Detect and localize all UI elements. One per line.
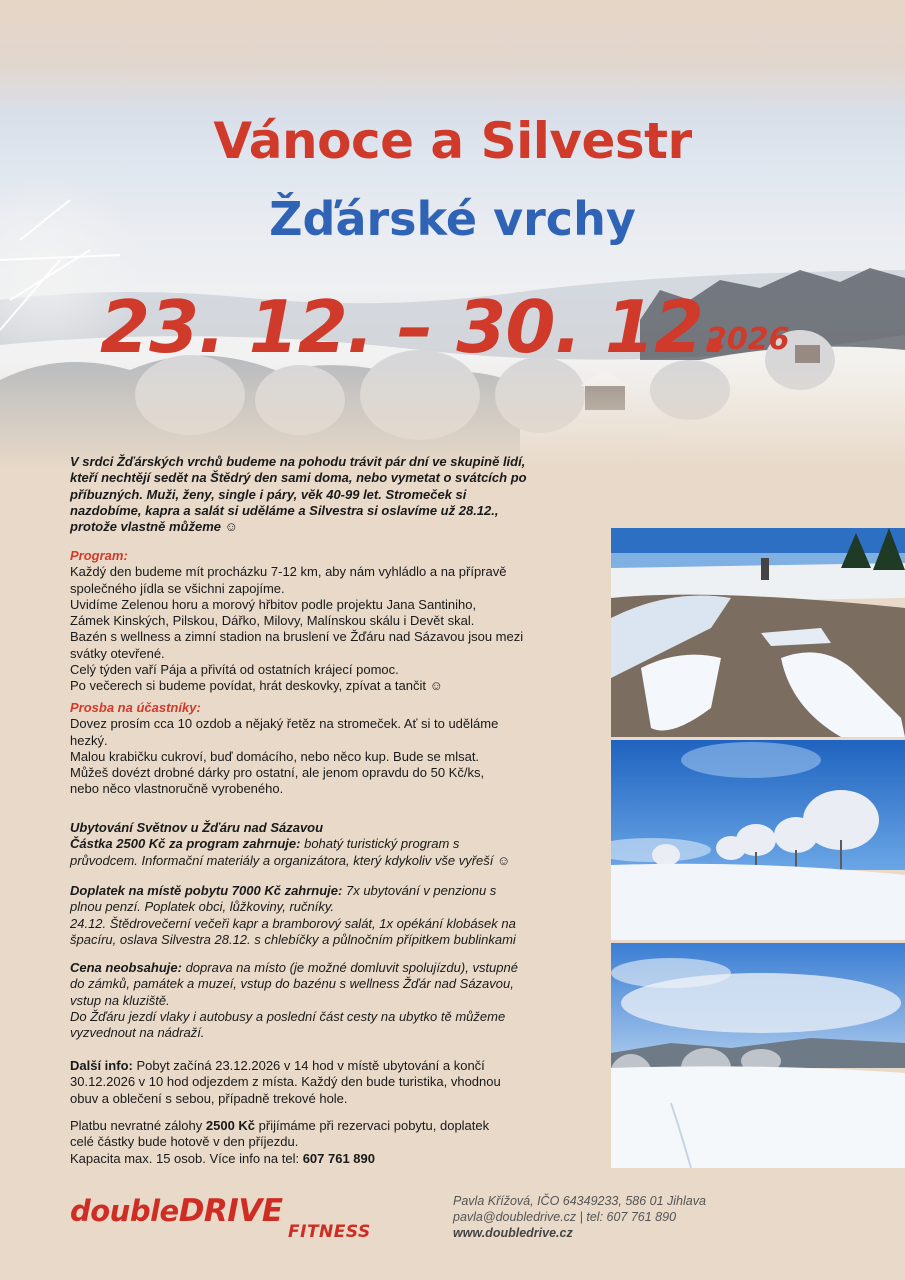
dalsi-info-section	[70, 1058, 600, 1107]
program-line: Uvidíme Zelenou horu a morový hřbitov podle projektu Jana Santiniho,	[70, 596, 477, 612]
logo-double: double	[70, 1194, 179, 1228]
platba-section	[70, 1118, 600, 1167]
intro-line: kteří nechtějí sedět na Štědrý den sami doma, nebo vymetat o svátcích po	[70, 470, 527, 486]
price-text: bohatý turistický program s	[300, 836, 460, 852]
doplatek-first-line	[70, 883, 615, 899]
prosba-section	[70, 700, 595, 798]
phone-number: 607 761 890	[302, 1150, 375, 1166]
platba-line-1	[70, 1118, 600, 1134]
platba-text: Platbu nevratné zálohy	[70, 1118, 206, 1133]
intro-line: nazdobíme, kapra a salát si uděláme a Silvestra si oslavíme už 28.12.,	[70, 502, 499, 518]
photo-frosty-trees	[611, 740, 905, 940]
doplatek-text: 7x ubytování v penzionu s	[342, 883, 497, 898]
price-label: Částka 2500 Kč za program zahrnuje:	[70, 836, 301, 852]
doplatek-section	[70, 883, 615, 948]
dalsi-first-line	[70, 1058, 600, 1074]
cena-first-line	[70, 960, 610, 976]
doplatek-label: Doplatek na místě pobytu 7000 Kč zahrnuje:	[70, 883, 343, 898]
page-subtitle: Žďárské vrchy	[269, 192, 636, 246]
program-heading: Program:	[70, 548, 128, 563]
ubytovani-section	[70, 820, 615, 869]
intro-line: V srdci Žďárských vrchů budeme na pohodu trávit pár dní ve skupině lidí,	[70, 454, 526, 469]
contact-name: Pavla Křížová, IČO 64349233, 586 01 Jihlava	[453, 1194, 706, 1208]
logo-fitness: FITNESS	[288, 1222, 371, 1242]
dalsi-line: 30.12.2026 v 10 hod odjezdem z místa. Každý den bude turistika, vhodnou	[70, 1074, 501, 1090]
prosba-line: hezký.	[70, 732, 108, 748]
cena-label: Cena neobsahuje:	[70, 960, 182, 975]
prosba-line: Můžeš dovézt drobné dárky pro ostatní, ale jenom opravdu do 50 Kč/ks,	[70, 765, 485, 781]
platba-text: přijímáme při rezervaci pobytu, doplatek	[255, 1118, 490, 1133]
logo-drive: DRIVE	[178, 1193, 283, 1229]
doplatek-line: špacíru, oslava Silvestra 28.12. s chlebíčky a půlnočním přípitkem bublinkami	[70, 931, 516, 947]
page-title: Vánoce a Silvestr	[213, 112, 692, 170]
ubytovani-price-line-2: průvodcem. Informační materiály a organizátora, který kdykoliv vše vyřeší ☺	[70, 852, 511, 868]
intro-paragraph	[70, 454, 570, 535]
logo-wordmark	[70, 1193, 283, 1229]
platba-amount: 2500 Kč	[205, 1118, 256, 1133]
ubytovani-price-line	[70, 836, 615, 852]
doplatek-line: 24.12. Štědrovečerní večeři kapr a bramborový salát, 1x opékání klobásek na	[70, 915, 516, 931]
program-line: Bazén s wellness a zimní stadion na bruslení ve Žďáru nad Sázavou jsou mezi	[70, 629, 524, 645]
prosba-line: Malou krabičku cukroví, buď domácího, nebo něco kup. Bude se mlsat.	[70, 748, 480, 764]
contact-block	[453, 1193, 706, 1241]
cena-line: do zámků, památek a muzeí, vstup do bazénu s wellness Žďár nad Sázavou,	[70, 976, 514, 992]
photo-winter-field	[611, 943, 905, 1168]
program-line: Každý den budeme mít procházku 7-12 km, aby nám vyhládlo a na přípravě	[70, 564, 507, 580]
platba-line-3	[70, 1151, 600, 1167]
cena-text: doprava na místo (je možné domluvit spolujízdu), vstupné	[181, 960, 518, 975]
cena-line: vyzvednout na nádraží.	[70, 1025, 205, 1041]
platba-line-2: celé částky bude hotově v den příjezdu.	[70, 1134, 299, 1150]
prosba-heading: Prosba na účastníky:	[70, 700, 201, 715]
contact-website: www.doubledrive.cz	[453, 1226, 573, 1240]
intro-line: příbuzných. Muži, ženy, single i páry, věk 40-99 let. Stromeček si	[70, 486, 467, 502]
event-year: 2026	[706, 322, 790, 357]
cena-line: vstup na kluziště.	[70, 992, 170, 1008]
dalsi-line: obuv a oblečení s sebou, případně trekové hole.	[70, 1090, 348, 1106]
program-line: Celý týden vaří Pája a přivítá od ostatních krájecí pomoc.	[70, 662, 399, 678]
intro-line: protože vlastně můžeme ☺	[70, 519, 238, 535]
contact-email-phone: pavla@doubledrive.cz | tel: 607 761 890	[453, 1210, 677, 1224]
program-line: společného jídla se všichni zapojíme.	[70, 580, 285, 596]
cena-line: Do Žďáru jezdí vlaky i autobusy a poslední část cesty na ubytko tě můžeme	[70, 1008, 506, 1024]
doplatek-line: plnou penzí. Poplatek obci, lůžkoviny, ručníky.	[70, 899, 334, 915]
prosba-line: nebo něco vlastnoručně vyrobeného.	[70, 781, 284, 797]
ubytovani-heading: Ubytování Světnov u Žďáru nad Sázavou	[70, 820, 324, 835]
program-line: svátky otevřené.	[70, 645, 165, 661]
program-line: Po večerech si budeme povídat, hrát deskovky, zpívat a tančit ☺	[70, 678, 443, 694]
prosba-line: Dovez prosím cca 10 ozdob a nějaký řetěz na stromeček. Ať si to uděláme	[70, 716, 499, 732]
program-line: Zámek Kinských, Pilskou, Dářko, Milovy, Malínskou skálu i Devět skal.	[70, 613, 475, 629]
photo-snowy-meadow	[611, 528, 905, 737]
event-dates: 23. 12. – 30. 12.	[100, 285, 730, 369]
platba-text: Kapacita max. 15 osob. Více info na tel:	[70, 1150, 303, 1166]
dalsi-label: Další info:	[70, 1058, 133, 1073]
cena-section	[70, 960, 610, 1041]
doubledrive-logo	[70, 1193, 410, 1241]
program-section	[70, 548, 595, 695]
dalsi-text: Pobyt začíná 23.12.2026 v 14 hod v místě ubytování a končí	[132, 1058, 485, 1073]
